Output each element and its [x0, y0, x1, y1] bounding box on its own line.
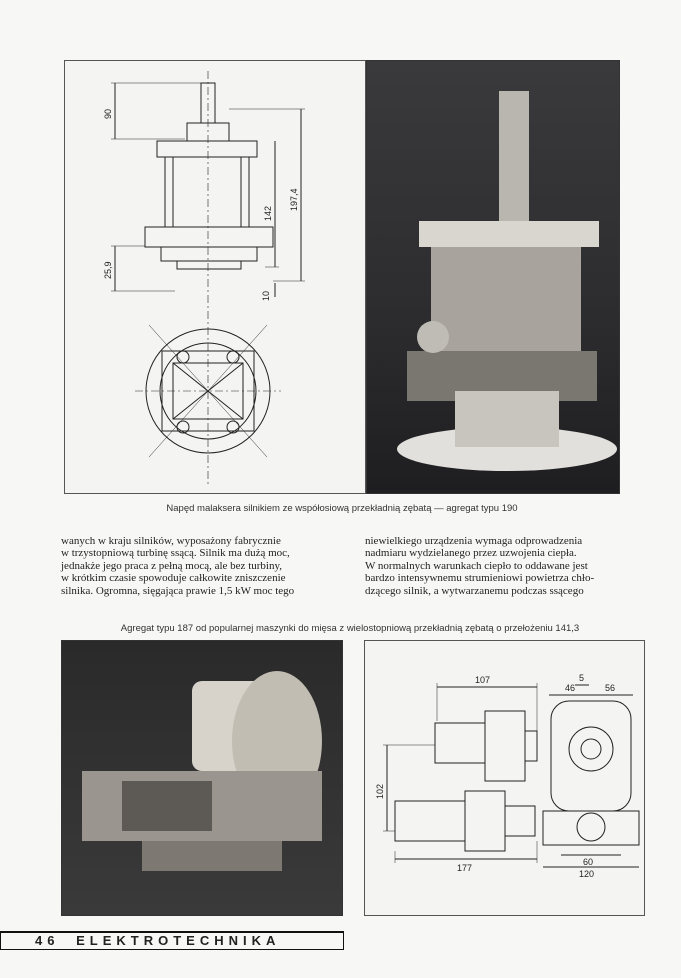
bottom-photo-motor	[61, 640, 343, 916]
left-line-1: wanych w kraju silników, wyposażony fabrycznie	[61, 535, 281, 547]
magazine-title: ELEKTROTECHNIKA	[76, 933, 281, 948]
right-line-1: niewielkiego urządzenia wymaga odprowadzenia	[365, 535, 583, 547]
left-line-4: w krótkim czasie spowoduje całkowite zniszczenie	[61, 572, 286, 585]
top-technical-drawing	[64, 60, 366, 494]
dim-107: 107	[475, 675, 491, 685]
dim-10: 10	[261, 290, 271, 301]
dim-120: 120	[579, 869, 595, 879]
left-line-5: silnika. Ogromna, sięgająca prawie 1,5 kW moc tego	[61, 584, 295, 597]
dim-102: 102	[375, 783, 385, 799]
right-line-4: bardzo intensywnemu strumieniowi powietrza chło-	[365, 572, 595, 585]
left-line-2: w trzystopniową turbinę ssącą. Silnik ma dużą moc,	[61, 547, 290, 560]
bottom-figure-caption: Agregat typu 187 od popularnej maszynki do mięsa z wielostopniową przekładnią zębatą o przełożeniu 141,3	[120, 623, 580, 634]
dim-60: 60	[583, 857, 594, 867]
right-line-3: W normalnych warunkach ciepło to oddawane jest	[365, 559, 588, 572]
right-line-5: dzącego silnik, a wytwarzanemu podczas ssącego	[365, 584, 584, 597]
dim-56: 56	[605, 683, 616, 693]
right-line-2: nadmiaru wydzielanego przez uzwojenia ciepła.	[365, 547, 577, 560]
page-footer	[0, 933, 344, 950]
bottom-technical-drawing	[364, 640, 645, 916]
dim-197-4: 197,4	[289, 188, 299, 211]
dim-90: 90	[103, 108, 113, 119]
dim-142: 142	[263, 205, 273, 221]
page-number: 46	[35, 933, 60, 948]
top-figure-caption: Napęd malaksera silnikiem ze współosiową przekładnią zębatą — agregat typu 190	[166, 503, 518, 514]
right-text-column	[365, 535, 647, 597]
top-photo-motor	[366, 60, 620, 494]
dim-5: 5	[579, 673, 585, 683]
left-text-column	[61, 535, 344, 597]
dim-46: 46	[565, 683, 576, 693]
dim-177: 177	[457, 863, 473, 873]
left-line-3: jednakże jego praca z pełną mocą, ale bez turbiny,	[61, 559, 283, 572]
dim-25-9: 25,9	[103, 261, 113, 279]
